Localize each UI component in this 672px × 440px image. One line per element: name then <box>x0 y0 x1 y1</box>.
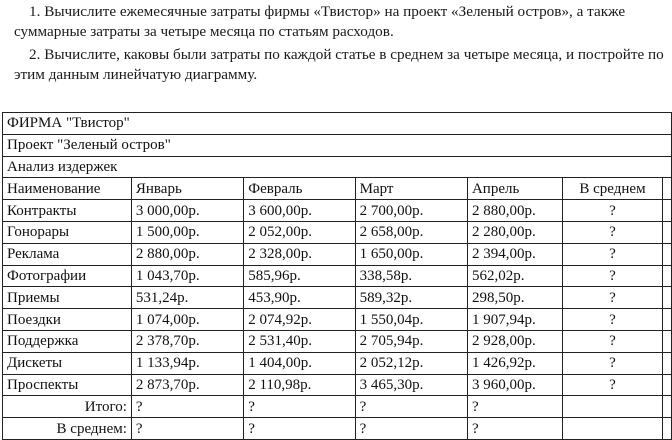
month-value: 1 907,94р. <box>467 309 562 331</box>
month-value: 2 705,94р. <box>355 330 467 352</box>
table-row <box>3 243 672 265</box>
month-value: 2 074,92р. <box>244 309 355 331</box>
spill-cell <box>662 309 671 331</box>
analysis-row <box>3 156 672 178</box>
month-value: 1 426,92р. <box>467 352 562 374</box>
month-value: 2 328,00р. <box>244 243 355 265</box>
average-row <box>3 418 672 440</box>
month-value: 338,58р. <box>355 265 467 287</box>
month-value: 1 550,04р. <box>355 309 467 331</box>
month-value: 2 928,00р. <box>467 330 562 352</box>
task-2-text: 2. Вычислите, каковы были затраты по каждой статье в среднем за четыре месяца, и постройте по этим данным линейчатую диаграмму. <box>14 46 664 83</box>
analysis-title: Анализ издержек <box>3 156 672 178</box>
month-value: 562,02р. <box>467 265 562 287</box>
total-value: ? <box>244 396 355 418</box>
total-row <box>3 396 672 418</box>
average-value: ? <box>563 352 663 374</box>
month-value: 2 280,00р. <box>467 221 562 243</box>
month-value: 2 880,00р. <box>467 200 562 222</box>
item-name: Поддержка <box>3 330 132 352</box>
month-value: 3 465,30р. <box>355 374 467 396</box>
spill-cell <box>662 396 671 418</box>
table-row <box>3 330 672 352</box>
month-value: 1 404,00р. <box>244 352 355 374</box>
average-value: ? <box>563 309 663 331</box>
month-value: 2 880,00р. <box>131 243 243 265</box>
empty-cell <box>563 396 663 418</box>
header-row <box>3 178 672 200</box>
average-value: ? <box>563 374 663 396</box>
month-value: 1 500,00р. <box>131 221 243 243</box>
average-value: ? <box>563 200 663 222</box>
spill-cell <box>662 330 671 352</box>
item-name: Приемы <box>3 287 132 309</box>
month-value: 1 650,00р. <box>355 243 467 265</box>
average-row-value: ? <box>244 418 355 440</box>
item-name: Реклама <box>3 243 132 265</box>
spill-cell <box>662 200 671 222</box>
month-value: 1 043,70р. <box>131 265 243 287</box>
table-row <box>3 309 672 331</box>
table-row <box>3 265 672 287</box>
header-average: В среднем <box>563 178 663 200</box>
table-row <box>3 221 672 243</box>
month-value: 298,50р. <box>467 287 562 309</box>
total-value: ? <box>355 396 467 418</box>
header-march: Март <box>355 178 467 200</box>
item-name: Проспекты <box>3 374 132 396</box>
month-value: 2 531,40р. <box>244 330 355 352</box>
project-row <box>3 134 672 156</box>
month-value: 2 110,98р. <box>244 374 355 396</box>
item-name: Гонорары <box>3 221 132 243</box>
month-value: 2 378,70р. <box>131 330 243 352</box>
month-value: 1 074,00р. <box>131 309 243 331</box>
project-title: Проект "Зеленый остров" <box>3 134 672 156</box>
month-value: 531,24р. <box>131 287 243 309</box>
month-value: 3 960,00р. <box>467 374 562 396</box>
task-instructions <box>14 2 670 88</box>
header-april: Апрель <box>467 178 562 200</box>
total-value: ? <box>467 396 562 418</box>
empty-cell <box>563 418 663 440</box>
month-value: 3 000,00р. <box>131 200 243 222</box>
spill-cell <box>662 374 671 396</box>
header-name: Наименование <box>3 178 132 200</box>
spill-cell <box>662 265 671 287</box>
spill-cell <box>662 178 671 200</box>
spill-cell <box>662 287 671 309</box>
average-row-value: ? <box>131 418 243 440</box>
month-value: 3 600,00р. <box>244 200 355 222</box>
company-title: ФИРМА "Твистор" <box>3 113 672 135</box>
month-value: 585,96р. <box>244 265 355 287</box>
month-value: 453,90р. <box>244 287 355 309</box>
total-value: ? <box>131 396 243 418</box>
table-row <box>3 352 672 374</box>
month-value: 589,32р. <box>355 287 467 309</box>
average-value: ? <box>563 265 663 287</box>
item-name: Дискеты <box>3 352 132 374</box>
month-value: 2 052,00р. <box>244 221 355 243</box>
header-january: Январь <box>131 178 243 200</box>
average-row-value: ? <box>467 418 562 440</box>
spill-cell <box>662 352 671 374</box>
month-value: 2 052,12р. <box>355 352 467 374</box>
month-value: 2 658,00р. <box>355 221 467 243</box>
table-row <box>3 287 672 309</box>
spill-cell <box>662 418 671 440</box>
table-row <box>3 200 672 222</box>
month-value: 2 873,70р. <box>131 374 243 396</box>
item-name: Контракты <box>3 200 132 222</box>
cost-analysis-table <box>2 112 672 440</box>
item-name: Фотографии <box>3 265 132 287</box>
month-value: 1 133,94р. <box>131 352 243 374</box>
item-name: Поездки <box>3 309 132 331</box>
average-value: ? <box>563 221 663 243</box>
average-value: ? <box>563 330 663 352</box>
company-row <box>3 113 672 135</box>
header-february: Февраль <box>244 178 355 200</box>
month-value: 2 700,00р. <box>355 200 467 222</box>
average-value: ? <box>563 287 663 309</box>
spill-cell <box>662 221 671 243</box>
task-1-text: 1. Вычислите ежемесячные затраты фирмы «Твистор» на проект «Зеленый остров», а также суммарные затраты за четыре месяца по статьям расходов. <box>14 3 626 40</box>
month-value: 2 394,00р. <box>467 243 562 265</box>
average-value: ? <box>563 243 663 265</box>
total-label: Итого: <box>3 396 132 418</box>
spill-cell <box>662 243 671 265</box>
average-row-value: ? <box>355 418 467 440</box>
average-row-label: В среднем: <box>3 418 132 440</box>
table-row <box>3 374 672 396</box>
